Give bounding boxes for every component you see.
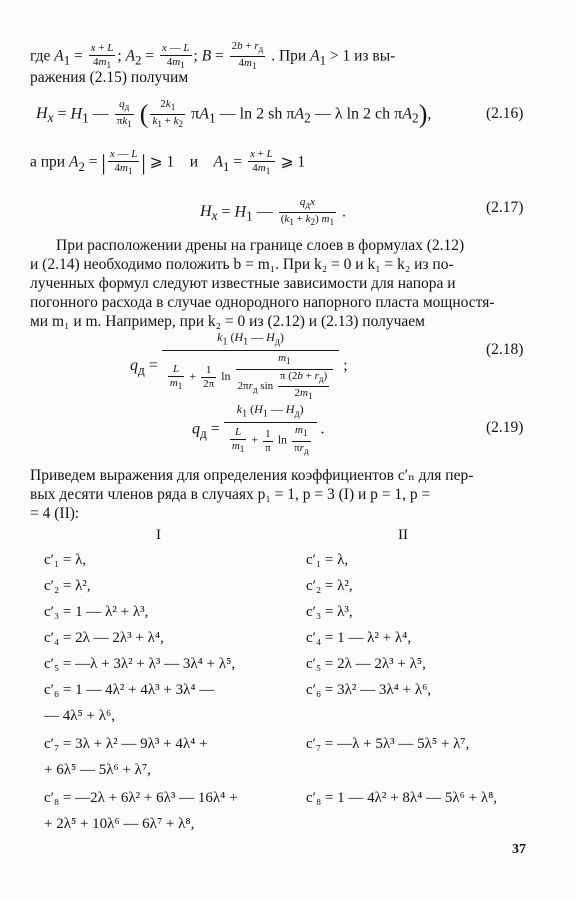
para-line: вых десяти членов ряда в случаях p₁ = 1, p = 3 (I) и p = 1, p = (30, 486, 431, 503)
coefficient-I: c′₆ = 1 — 4λ² + 4λ³ + 3λ⁴ — (44, 682, 215, 698)
fraction-a2: $\frac{x — L}{4m_1}$ (162, 41, 190, 70)
equation-2-19: $q_д$ = $k_1$ ($H_1$ — $H_д$) $\frac{L}{m_1}$ + $\frac{1}{\pi}$ ln $\frac{m_1}{\pi r_д}$ . (192, 402, 325, 456)
page-number: 37 (512, 842, 526, 857)
coefficient-II: c′₃ = λ³, (306, 604, 353, 620)
equation-2-16: $H_x = H_1$ — $\frac{q_д}{\pi k_1}$ ( $\frac{2k_1}{k_1 + k_2}$ $\pi A_1$ — ln 2 sh $\pi A_2$ — λ ln 2 ch $\pi A_2$), (36, 98, 432, 130)
para-line: и (2.14) необходимо положить b = m₁. При k₂ = 0 и k₁ = k₂ из по- (30, 256, 454, 273)
coefficient-I: c′₄ = 2λ — 2λ³ + λ⁴, (44, 630, 164, 646)
equation-2-17: $H_x = H_1$ — $\frac{q_дx}{(k_1 + k_2) m_1}$ . (200, 196, 347, 228)
coefficient-I: + 2λ⁵ + 10λ⁶ — 6λ⁷ + λ⁸, (44, 816, 195, 832)
coefficient-I: c′₂ = λ², (44, 578, 91, 594)
text-line-2: ражения (2.15) получим (30, 69, 189, 86)
coefficient-II: c′₈ = 1 — 4λ² + 8λ⁴ — 5λ⁶ + λ⁸, (306, 790, 498, 806)
coefficient-II: c′₂ = λ², (306, 578, 353, 594)
fraction-a1: $\frac{x + L}{4m_1}$ (90, 41, 114, 70)
coefficient-I: c′₈ = —2λ + 6λ² + 6λ³ — 16λ⁴ + (44, 790, 238, 806)
equation-number-2-18: (2.18) (486, 341, 524, 358)
column-head-II: II (398, 527, 408, 543)
coefficient-I: c′₇ = 3λ + λ² — 9λ³ + 4λ⁴ + (44, 736, 208, 752)
coefficient-I: + 6λ⁵ — 5λ⁶ + λ⁷, (44, 762, 151, 778)
coefficient-II: c′₆ = 3λ² — 3λ⁴ + λ⁶, (306, 682, 432, 698)
coefficient-II: c′₅ = 2λ — 2λ³ + λ⁵, (306, 656, 426, 672)
para-line: погонного расхода в случае однородного напорного пласта мощностя- (30, 294, 495, 311)
fraction-b: $\frac{2b + r_д}{4m_1}$ (231, 40, 264, 72)
para-line: лученных формул следуют известные зависимости для напора и (30, 275, 456, 292)
para-line: Приведем выражения для определения коэффициентов c′ₙ для пер- (30, 467, 474, 484)
coefficient-I: c′₁ = λ, (44, 552, 87, 568)
equation-number-2-19: (2.19) (486, 419, 524, 436)
para-line: ми m₁ и m. Например, при k₂ = 0 из (2.12) и (2.13) получаем (30, 313, 425, 330)
text-line-1: где $A_1$ = $\frac{x + L}{4m_1}$ ; $A_2$ = $\frac{x — L}{4m_1}$ ; B = $\frac{2b + r_д}{4m_1}$ . При $A_1 > 1$ из вы- (30, 40, 396, 72)
coefficient-I: c′₃ = 1 — λ² + λ³, (44, 604, 149, 620)
para-line: = 4 (II): (30, 505, 80, 522)
coefficient-II: c′₄ = 1 — λ² + λ⁴, (306, 630, 412, 646)
para-line: При расположении дрены на границе слоев в формулах (2.12) (56, 237, 465, 254)
condition-line: а при $A_2$ = | $\frac{x — L}{4m_1}$ | ⩾ 1 и $A_1$ = $\frac{x + L}{4m_1}$ ⩾ 1 (30, 148, 306, 177)
equation-number-2-16: (2.16) (486, 105, 524, 122)
coefficient-I: c′₅ = —λ + 3λ² + λ³ — 3λ⁴ + λ⁵, (44, 656, 236, 672)
coefficient-I: — 4λ⁵ + λ⁶, (44, 708, 115, 724)
equation-2-18: $q_д$ = $k_1$ ($H_1$ — $H_д$) $\frac{L}{m_1}$ + $\frac{1}{2\pi}$ ln $m_1$ $2\pi r_д$ sin $\frac{\pi (2b + r_д)}{2m_1}$ ; (130, 330, 348, 401)
coefficient-II: c′₁ = λ, (306, 552, 349, 568)
coefficient-II: c′₇ = —λ + 5λ³ — 5λ⁵ + λ⁷, (306, 736, 470, 752)
equation-number-2-17: (2.17) (486, 199, 524, 216)
column-head-I: I (156, 527, 161, 543)
